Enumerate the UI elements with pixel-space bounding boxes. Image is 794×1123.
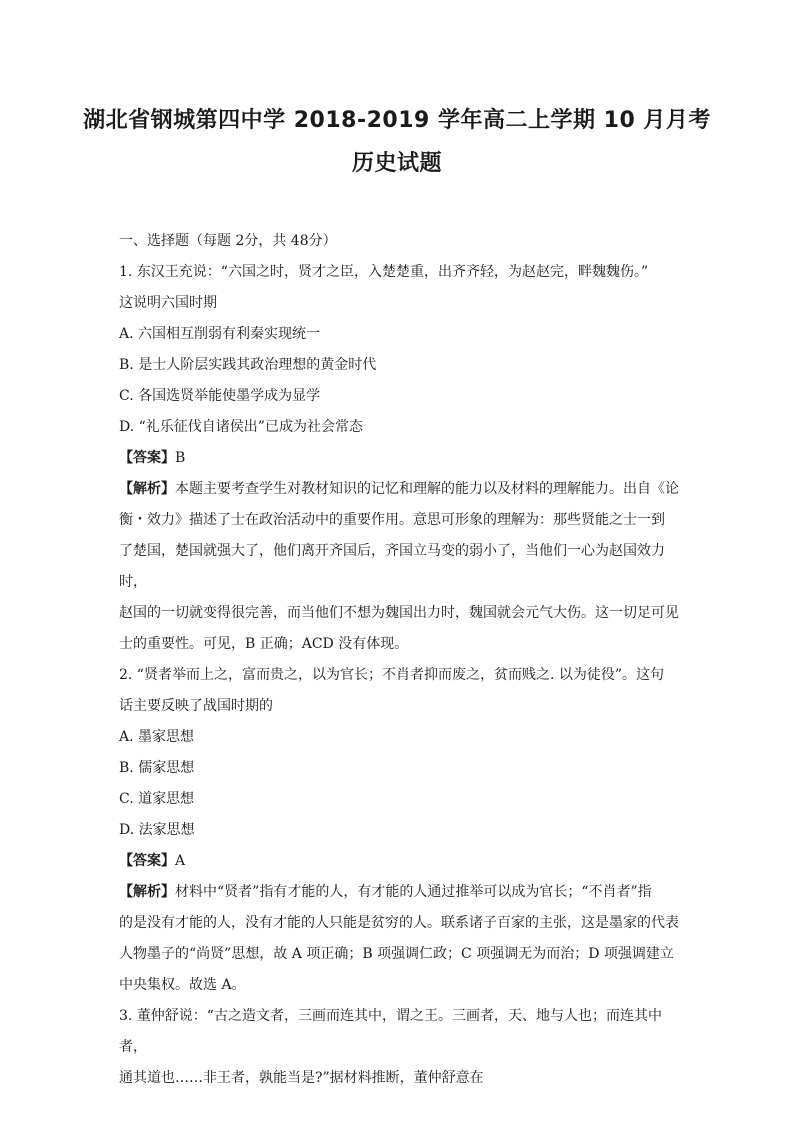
question-1-analysis-line-3: 了楚国，楚国就强大了，他们离开齐国后，齐国立马变的弱小了，当他们一心为赵国效力时， [119, 543, 665, 590]
question-1-stem-line-1: 1. 东汉王充说：“六国之时，贤才之臣，入楚楚重，出齐齐轻，为赵赵完，畔魏魏伤。” [119, 264, 649, 280]
question-2-option-d: D. 法家思想 [119, 822, 195, 838]
question-2-stem-line-1: 2. “贤者举而上之，富而贵之，以为官长；不肖者抑而废之，贫而贱之. 以为徒役”。这句 [119, 667, 665, 683]
question-1-analysis-line-2: 衡・效力》描述了士在政治活动中的重要作用。意思可形象的理解为：那些贤能之士一到 [119, 512, 665, 528]
question-2-option-b: B. 儒家思想 [119, 760, 195, 776]
document-subtitle: 历史试题 [351, 151, 442, 176]
question-2-analysis-line-3: 人物墨子的“尚贤”思想，故 A 项正确；B 项强调仁政；C 项强调无为而治；D 项强调建立 [119, 946, 674, 962]
answer-value: A [175, 853, 186, 869]
question-2-option-a: A. 墨家思想 [119, 729, 195, 745]
question-2-analysis-line-2: 的是没有才能的人，没有才能的人只能是贫穷的人。联系诸子百家的主张，这是墨家的代表 [119, 915, 679, 931]
question-1-answer [119, 443, 679, 474]
analysis-label: 【解析】 [119, 884, 175, 900]
question-1-analysis-line-4: 赵国的一切就变得很完善，而当他们不想为魏国出力时，魏国就会元气大伤。这一切足可见 [119, 605, 679, 621]
question-1-option-b: B. 是士人阶层实践其政治理想的黄金时代 [119, 357, 377, 373]
question-1-analysis-line-5: 士的重要性。可见，B 正确；ACD 没有体现。 [119, 636, 409, 652]
section-heading: 一、选择题（每题 2分，共 48分） [119, 233, 337, 249]
analysis-label: 【解析】 [119, 481, 175, 497]
question-3-stem-line-1: 3. 董仲舒说：“古之造文者，三画而连其中，谓之王。三画者，天、地与人也；而连其中者， [119, 1008, 662, 1055]
question-2-option-c: C. 道家思想 [119, 791, 195, 807]
question-2-analysis-line-4: 中央集权。故选 A。 [119, 977, 246, 993]
question-2-answer [119, 846, 679, 877]
question-1-option-c: C. 各国选贤举能使墨学成为显学 [119, 388, 321, 404]
document-title: 湖北省钢城第四中学 2018-2019 学年高二上学期 10 月月考 [83, 108, 711, 133]
question-1-option-d: D. “礼乐征伐自诸侯出”已成为社会常态 [119, 419, 363, 435]
question-3-stem-line-2: 通其道也……非王者，孰能当是?”据材料推断，董仲舒意在 [119, 1070, 484, 1086]
question-1-option-a: A. 六国相互削弱有利秦实现统一 [119, 326, 321, 342]
question-1-stem-line-2: 这说明六国时期 [119, 295, 217, 311]
document-body [119, 226, 679, 1094]
question-1-analysis-line-1: 【解析】本题主要考查学生对教材知识的记忆和理解的能力以及材料的理解能力。出自《论 [119, 481, 679, 497]
question-2-stem-line-2: 话主要反映了战国时期的 [119, 698, 273, 714]
question-2-analysis-line-1: 【解析】材料中“贤者”指有才能的人，有才能的人通过推举可以成为官长；“不肖者”指 [119, 884, 652, 900]
answer-value: B [175, 450, 186, 466]
answer-label: 【答案】 [119, 450, 175, 466]
answer-label: 【答案】 [119, 853, 175, 869]
